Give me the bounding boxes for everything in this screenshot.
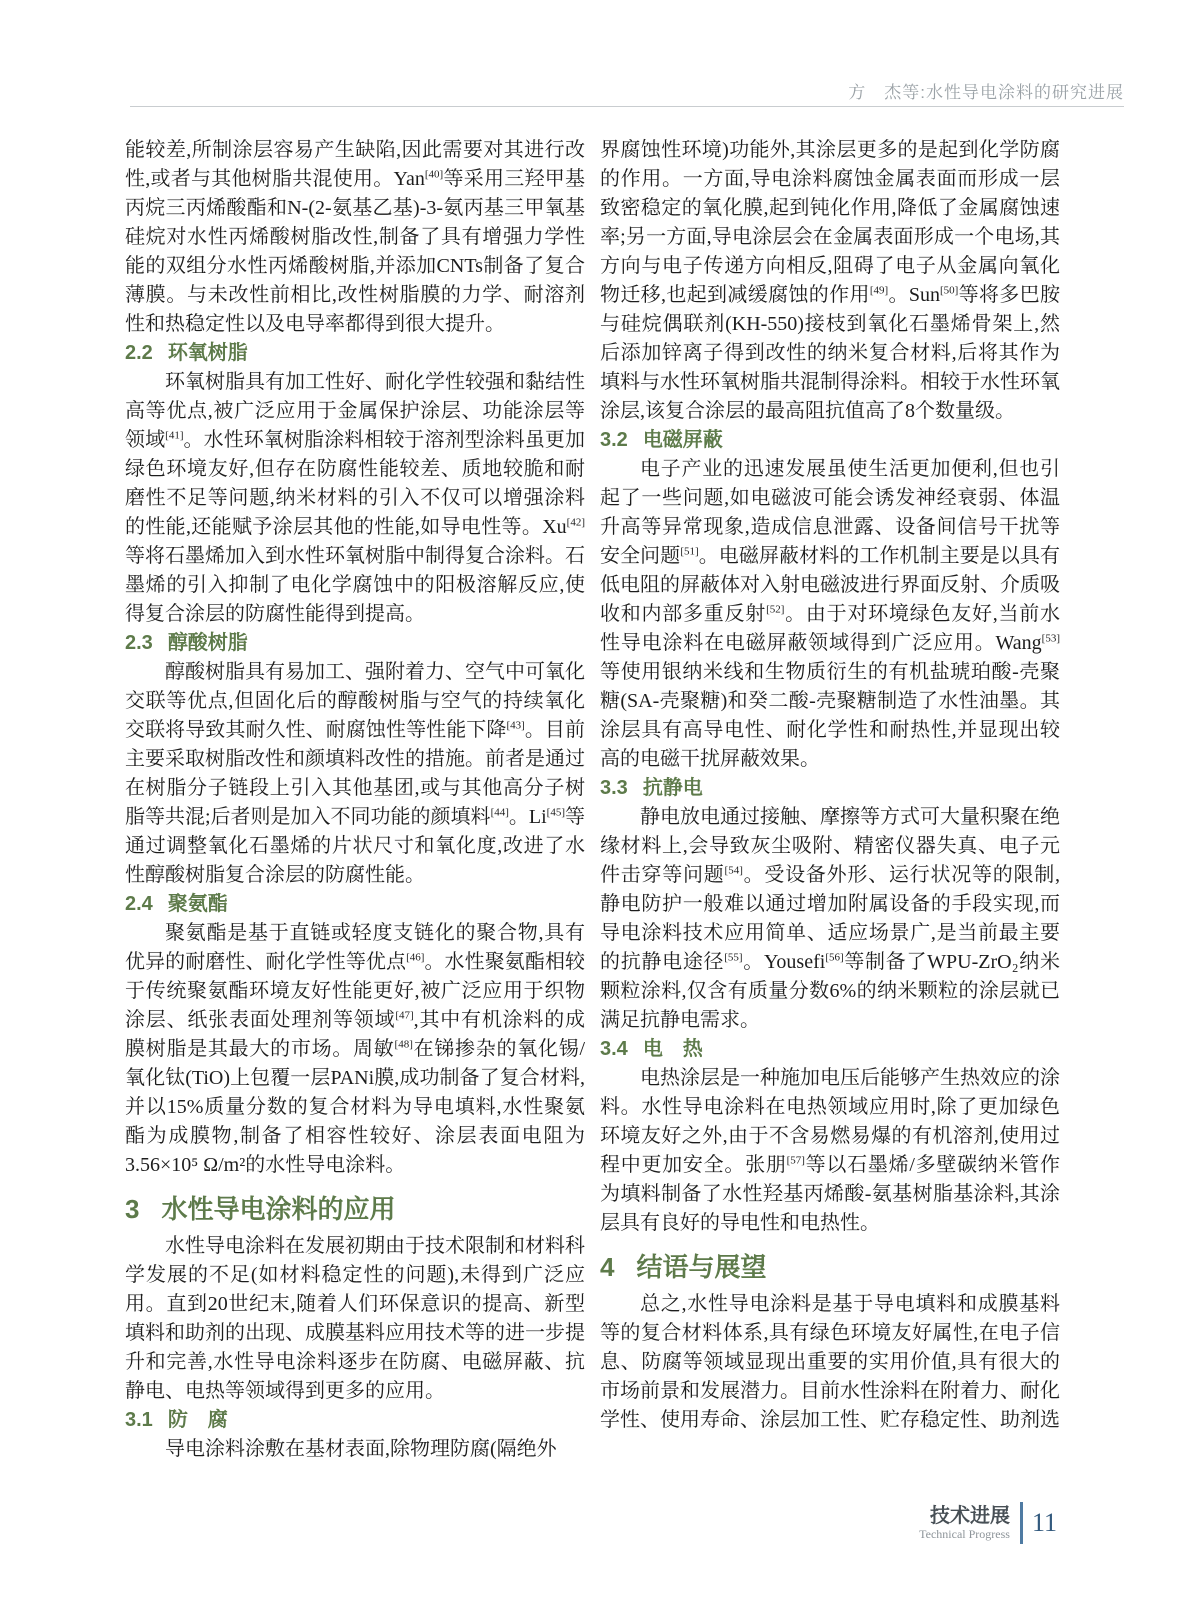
section-title: 水性导电涂料的应用	[161, 1194, 396, 1224]
section-title: 聚氨酯	[167, 893, 228, 915]
paragraph: 总之,水性导电涂料是基于导电填料和成膜基料等的复合材料体系,具有绿色环境友好属性,在电子信息、防腐等领域显现出重要的实用价值,具有很大的市场前景和发展潜力。目前水性涂料在附着力、耐化学性、使用寿命、涂层加工性、贮存稳定性、助剂选	[600, 1293, 1060, 1431]
section-heading-3.1	[125, 1406, 585, 1435]
section-heading-3.3	[600, 774, 1060, 803]
section-title: 抗静电	[642, 777, 703, 799]
section-number: 3.4	[600, 1038, 628, 1060]
paragraph: 聚氨酯是基于直链或轻度支链化的聚合物,具有优异的耐磨性、耐化学性等优点[46]。水性聚氨酯相较于传统聚氨酯环境友好性能更好,被广泛应用于织物涂层、纸张表面处理剂等领域[47],其中有机涂料的成膜树脂是其最大的市场。周敏[48]在锑掺杂的氧化锡/氧化钛(TiO)上包覆一层PANi膜,成功制备了复合材料,并以15%质量分数的复合材料为导电填料,水性聚氨酯为成膜物,制备了相容性较好、涂层表面电阻为3.56×10⁵ Ω/m²的水性导电涂料。	[125, 922, 586, 1176]
section-number: 3	[125, 1194, 140, 1224]
section-heading-3	[125, 1192, 585, 1226]
running-head: 方 杰等:水性导电涂料的研究进展	[848, 83, 1124, 102]
section-title: 电磁屏蔽	[642, 429, 723, 451]
section-number: 3.1	[125, 1409, 153, 1431]
section-title: 结语与展望	[636, 1252, 767, 1282]
paragraph: 醇酸树脂具有易加工、强附着力、空气中可氧化交联等优点,但固化后的醇酸树脂与空气的持续氧化交联将导致其耐久性、耐腐蚀性等性能下降[43]。目前主要采取树脂改性和颜填料改性的措施。前者是通过在树脂分子链段上引入其他基团,或与其他高分子树脂等共混;后者则是加入不同功能的颜填料[44]。Li[45]等通过调整氧化石墨烯的片状尺寸和氧化度,改进了水性醇酸树脂复合涂层的防腐性能。	[125, 661, 586, 886]
paragraph: 界腐蚀性环境)功能外,其涂层更多的是起到化学防腐的作用。一方面,导电涂料腐蚀金属表面而形成一层致密稳定的氧化膜,起到钝化作用,降低了金属腐蚀速率;另一方面,导电涂层会在金属表面形成一个电场,其方向与电子传递方向相反,阻碍了电子从金属向氧化物迁移,也起到减缓腐蚀的作用[49]。Sun[50]等将多巴胺与硅烷偶联剂(KH-550)接枝到氧化石墨烯骨架上,然后添加锌离子得到改性的纳米复合材料,后将其作为填料与水性环氧树脂共混制得涂料。相较于水性环氧涂层,该复合涂层的最高阻抗值高了8个数量级。	[600, 139, 1060, 422]
section-heading-3.4	[600, 1035, 1060, 1064]
section-number: 4	[600, 1252, 615, 1282]
section-number: 3.3	[600, 777, 628, 799]
section-title: 醇酸树脂	[167, 632, 248, 654]
paragraph: 电子产业的迅速发展虽使生活更加便利,但也引起了一些问题,如电磁波可能会诱发神经衰弱、体温升高等异常现象,造成信息泄露、设备间信号干扰等安全问题[51]。电磁屏蔽材料的工作机制主要是以具有低电阻的屏蔽体对入射电磁波进行界面反射、介质吸收和内部多重反射[52]。由于对环境绿色友好,当前水性导电涂料在电磁屏蔽领域得到广泛应用。Wang[53]等使用银纳米线和生物质衍生的有机盐琥珀酸-壳聚糖(SA-壳聚糖)和癸二酸-壳聚糖制造了水性油墨。其涂层具有高导电性、耐化学性和耐热性,并显现出较高的电磁干扰屏蔽效果。	[600, 458, 1061, 770]
section-number: 3.2	[600, 429, 628, 451]
paragraph: 静电放电通过接触、摩擦等方式可大量积聚在绝缘材料上,会导致灰尘吸附、精密仪器失真、电子元件击穿等问题[54]。受设备外形、运行状况等的限制,静电防护一般难以通过增加附属设备的手段实现,而导电涂料技术应用简单、适应场景广,是当前最主要的抗静电途径[55]。Yousefi[56]等制备了WPU-ZrO₂纳米颗粒涂料,仅含有质量分数6%的纳米颗粒的涂层就已满足抗静电需求。	[600, 806, 1060, 1031]
footer-divider-bar	[1020, 1502, 1023, 1544]
section-number: 2.4	[125, 893, 153, 915]
section-number: 2.2	[125, 342, 153, 364]
paragraph: 导电涂料涂敷在基材表面,除物理防腐(隔绝外	[165, 1438, 557, 1460]
section-number: 2.3	[125, 632, 153, 654]
section-heading-2.3	[125, 629, 585, 658]
paragraph: 水性导电涂料在发展初期由于技术限制和材料科学发展的不足(如材料稳定性的问题),未得到广泛应用。直到20世纪末,随着人们环保意识的提高、新型填料和助剂的出现、成膜基料应用技术等的进一步提升和完善,水性导电涂料逐步在防腐、电磁屏蔽、抗静电、电热等领域得到更多的应用。	[125, 1235, 585, 1402]
header-rule	[130, 106, 1124, 107]
section-title: 电 热	[642, 1038, 703, 1060]
section-heading-2.4	[125, 890, 585, 919]
article-body	[125, 136, 1060, 1464]
column-left	[125, 136, 585, 1464]
page-number: 11	[1031, 1508, 1057, 1537]
paragraph: 环氧树脂具有加工性好、耐化学性较强和黏结性高等优点,被广泛应用于金属保护涂层、功能涂层等领域[41]。水性环氧树脂涂料相较于溶剂型涂料虽更加绿色环境友好,但存在防腐性能较差、质地较脆和耐磨性不足等问题,纳米材料的引入不仅可以增强涂料的性能,还能赋予涂层其他的性能,如导电性等。Xu[42]等将石墨烯加入到水性环氧树脂中制得复合涂料。石墨烯的引入抑制了电化学腐蚀中的阳极溶解反应,使得复合涂层的防腐性能得到提高。	[125, 371, 586, 625]
paragraph: 电热涂层是一种施加电压后能够产生热效应的涂料。水性导电涂料在电热领域应用时,除了更加绿色环境友好之外,由于不含易燃易爆的有机溶剂,使用过程中更加安全。张朋[57]等以石墨烯/多壁碳纳米管作为填料制备了水性羟基丙烯酸-氨基树脂基涂料,其涂层具有良好的导电性和电热性。	[600, 1067, 1060, 1234]
section-heading-2.2	[125, 339, 585, 368]
column-right	[600, 136, 1060, 1464]
section-heading-3.2	[600, 426, 1060, 455]
footer-section-en: Technical Progress	[919, 1527, 1010, 1541]
footer-section-cn: 技术进展	[929, 1505, 1010, 1527]
section-heading-4	[600, 1250, 1060, 1284]
footer-section-labels	[919, 1505, 1010, 1541]
page-footer	[919, 1502, 1057, 1544]
section-title: 环氧树脂	[167, 342, 248, 364]
section-title: 防 腐	[167, 1409, 228, 1431]
paragraph: 能较差,所制涂层容易产生缺陷,因此需要对其进行改性,或者与其他树脂共混使用。Yan[40]等采用三羟甲基丙烷三丙烯酸酯和N-(2-氨基乙基)-3-氨丙基三甲氧基硅烷对水性丙烯酸树脂改性,制备了具有增强力学性能的双组分水性丙烯酸树脂,并添加CNTs制备了复合薄膜。与未改性前相比,改性树脂膜的力学、耐溶剂性和热稳定性以及电导率都得到很大提升。	[125, 139, 586, 335]
